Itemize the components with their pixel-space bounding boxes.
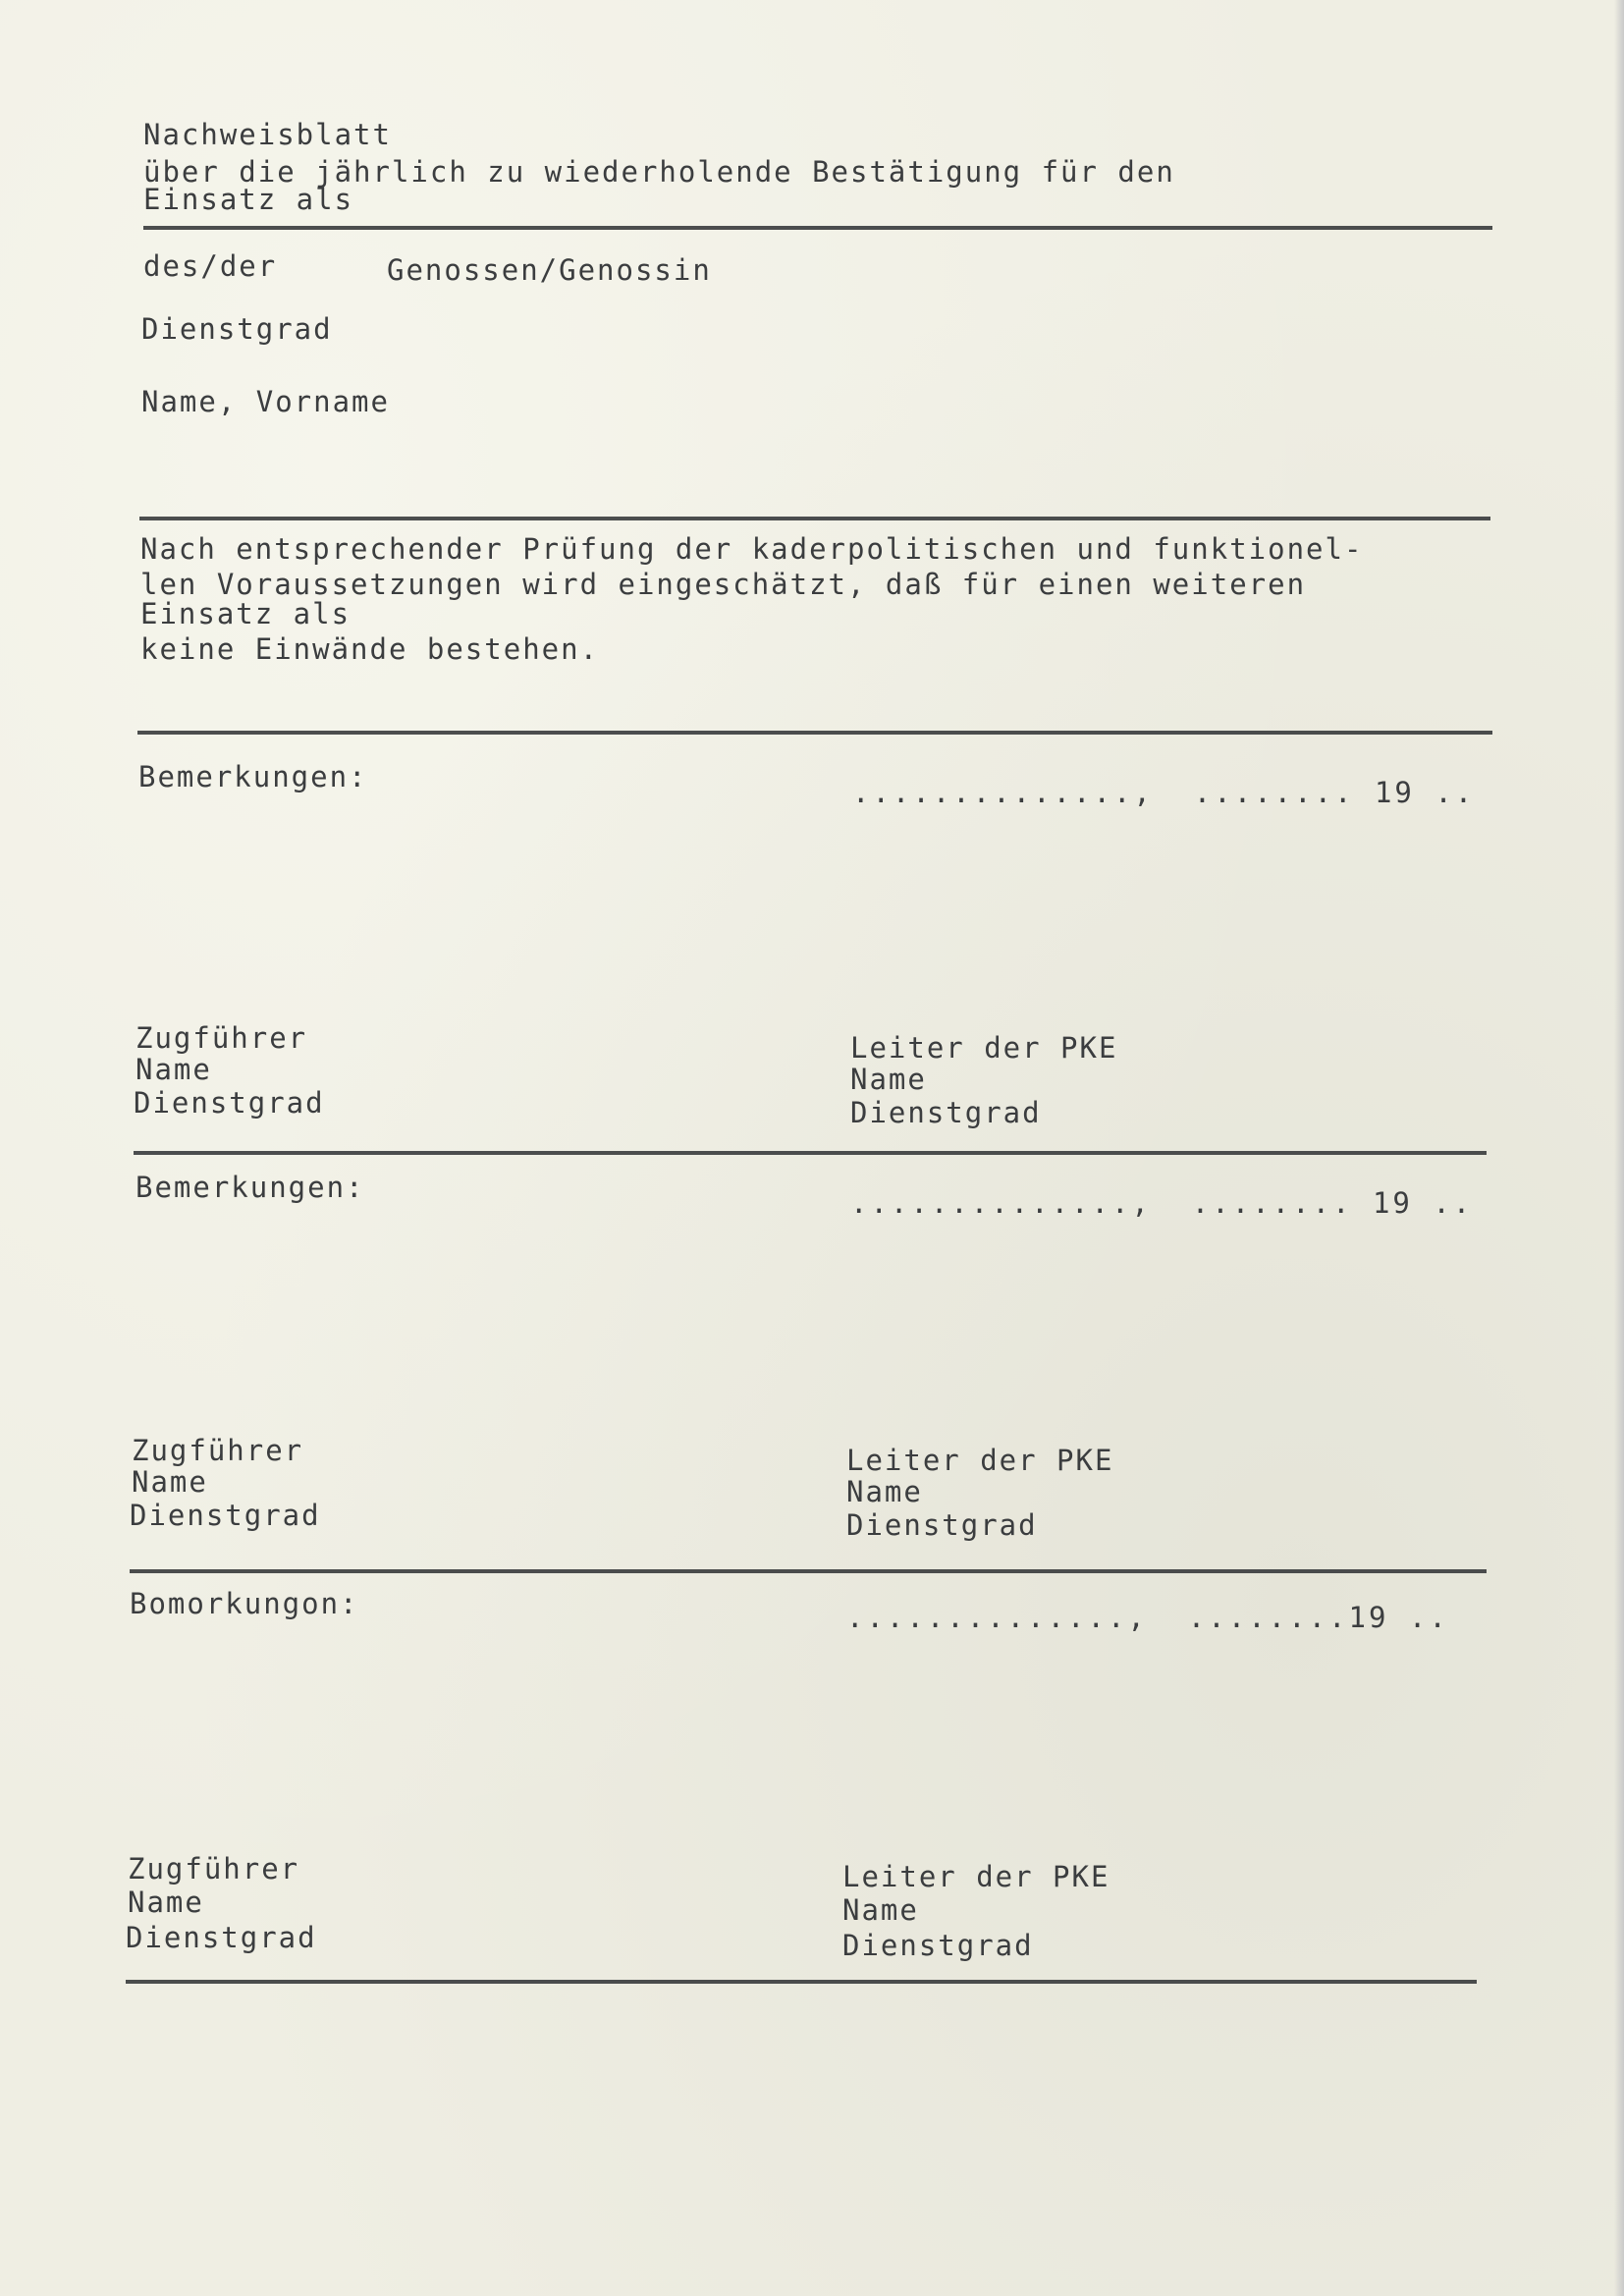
- form-title: Nachweisblatt: [143, 118, 392, 151]
- genossen-label: Genossen/Genossin: [387, 253, 712, 287]
- pke-leader-label-1: Leiter der PKE: [850, 1031, 1118, 1065]
- rule-block-1: [134, 1151, 1487, 1155]
- zugfuehrer-label-2: Zugführer: [132, 1434, 304, 1467]
- page-edge-shadow: [1614, 0, 1624, 2296]
- zugfuehrer-name-1: Name: [135, 1053, 212, 1086]
- dienstgrad-label: Dienstgrad: [141, 312, 333, 346]
- remarks-label-3: Bomorkungon:: [130, 1587, 359, 1620]
- assessment-line-1: Nach entsprechender Prüfung der kaderpolitischen und funktionel-: [140, 532, 1364, 566]
- pke-leader-rank-1: Dienstgrad: [850, 1096, 1042, 1129]
- pke-leader-name-1: Name: [850, 1063, 927, 1096]
- pke-leader-label-2: Leiter der PKE: [846, 1444, 1114, 1477]
- zugfuehrer-rank-1: Dienstgrad: [134, 1086, 325, 1120]
- zugfuehrer-rank-2: Dienstgrad: [130, 1499, 321, 1532]
- pke-leader-label-3: Leiter der PKE: [842, 1860, 1110, 1893]
- form-subtitle: über die jährlich zu wiederholende Bestätigung für den: [143, 155, 1175, 189]
- assessment-line-2: len Voraussetzungen wird eingeschätzt, daß für einen weiteren: [140, 568, 1307, 601]
- rule-header: [143, 226, 1492, 230]
- zugfuehrer-name-2: Name: [132, 1465, 208, 1499]
- pke-leader-rank-3: Dienstgrad: [842, 1929, 1034, 1962]
- date-line-1: .............., ........ 19 ..: [852, 776, 1476, 809]
- pke-leader-name-3: Name: [842, 1893, 919, 1927]
- assessment-line-3: Einsatz als: [140, 597, 352, 630]
- remarks-label-1: Bemerkungen:: [138, 760, 368, 793]
- pke-leader-rank-2: Dienstgrad: [846, 1508, 1038, 1542]
- zugfuehrer-name-3: Name: [128, 1886, 204, 1919]
- date-line-3: .............., ........19 ..: [846, 1601, 1449, 1634]
- rule-assessment: [137, 731, 1492, 735]
- zugfuehrer-label-1: Zugführer: [135, 1021, 308, 1055]
- pke-leader-name-2: Name: [846, 1475, 923, 1508]
- des-der-label: des/der: [143, 249, 278, 283]
- rule-block-2: [130, 1569, 1487, 1573]
- form-subtitle-einsatz: Einsatz als: [143, 183, 354, 216]
- rule-person: [139, 517, 1490, 520]
- remarks-label-2: Bemerkungen:: [135, 1171, 365, 1204]
- name-vorname-label: Name, Vorname: [141, 385, 390, 418]
- rule-block-3: [126, 1980, 1477, 1984]
- assessment-line-4: keine Einwände bestehen.: [140, 632, 600, 666]
- date-line-2: .............., ........ 19 ..: [850, 1186, 1474, 1220]
- zugfuehrer-rank-3: Dienstgrad: [126, 1921, 317, 1954]
- zugfuehrer-label-3: Zugführer: [128, 1852, 300, 1886]
